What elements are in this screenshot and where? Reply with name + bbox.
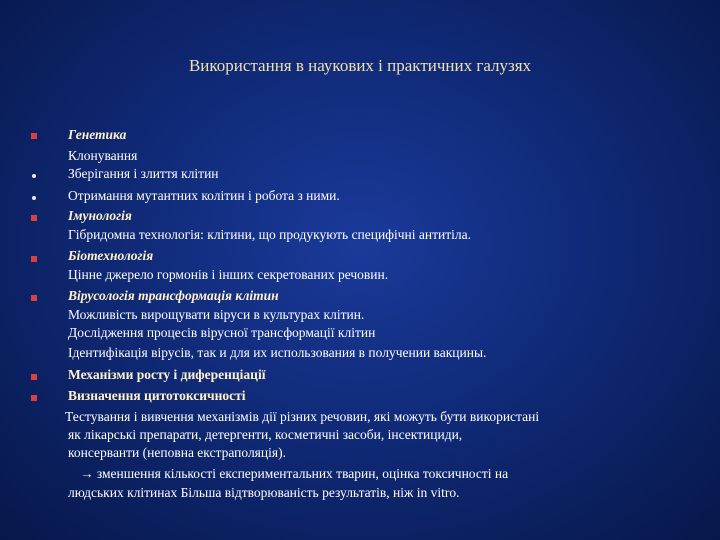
square-bullet-icon — [31, 256, 37, 262]
list-item: Ідентифікація вірусів, так и для их использования в получении вакцины. — [68, 345, 487, 360]
square-bullet-icon — [31, 133, 37, 139]
paragraph-line: Тестування і вивчення механізмів дії різних речовин, які можуть бути використані — [65, 409, 540, 424]
list-item: Можливість вирощувати віруси в культурах клітин. — [68, 307, 365, 322]
heading-cytotoxicity: Визначення цитотоксичності — [68, 388, 246, 403]
heading-immunology: Імунологія — [68, 208, 132, 223]
list-item: Цінне джерело гормонів і інших секретованих речовин. — [68, 267, 389, 282]
paragraph-line: як лікарські препарати, детергенти, косметичні засоби, інсектициди, — [68, 427, 463, 442]
slide-title: Використання в наукових і практичних галузях — [188, 56, 532, 75]
heading-genetics: Генетика — [68, 127, 127, 142]
list-item: Отримання мутантних колітин і робота з ними. — [68, 188, 340, 203]
square-bullet-icon — [31, 295, 37, 301]
heading-growth-mechanisms: Механізми росту і диференціації — [68, 367, 266, 382]
paragraph-line: людських клітинах Більша відтворюваність результатів, ніж in vitro. — [68, 485, 460, 500]
square-bullet-icon — [31, 215, 37, 221]
square-bullet-icon — [31, 374, 37, 380]
paragraph-line: консерванти (неповна екстраполяція). — [68, 445, 286, 460]
list-item: Клонування — [68, 148, 138, 163]
list-item: Дослідження процесів вірусної трансформації клітин — [68, 325, 376, 340]
paragraph-line: → зменшення кількості експериментальних тварин, оцінка токсичності на — [80, 466, 509, 481]
list-item: Зберігання і злиття клітин — [68, 166, 219, 181]
dot-bullet-icon — [32, 174, 36, 178]
heading-biotechnology: Біотехнологія — [68, 248, 154, 263]
dot-bullet-icon — [32, 196, 36, 200]
square-bullet-icon — [31, 395, 37, 401]
list-item: Гібридомна технологія: клітини, що продукують специфічні антитіла. — [68, 227, 471, 242]
heading-virology: Вірусологія трансформація клітин — [68, 288, 279, 303]
